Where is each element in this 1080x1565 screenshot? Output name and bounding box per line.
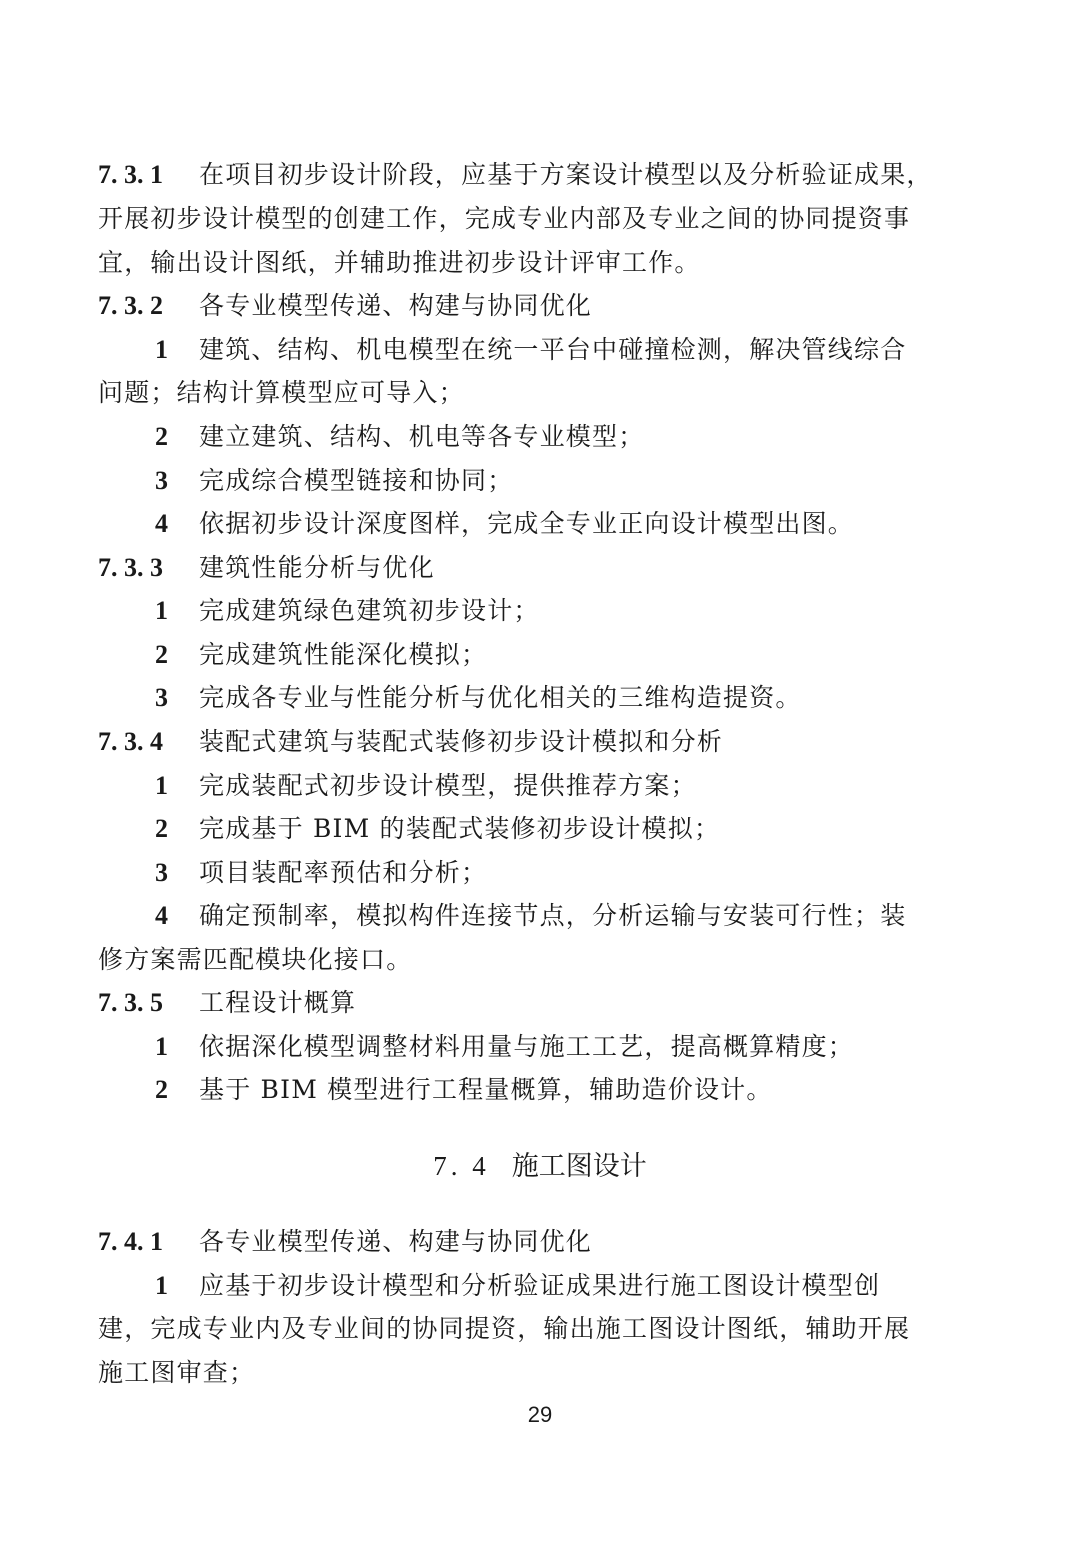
item-text: 建立建筑、结构、机电等各专业模型； — [199, 422, 645, 451]
list-item — [98, 509, 854, 539]
list-item — [98, 683, 802, 713]
item-text: 完成装配式初步设计模型，提供推荐方案； — [199, 771, 697, 800]
continuation-text: 宜，输出设计图纸，并辅助推进初步设计评审工作。 — [98, 248, 701, 277]
item-number: 1 — [155, 1271, 168, 1300]
clause-continuation — [98, 248, 701, 278]
item-number: 1 — [155, 596, 168, 625]
list-item — [98, 1032, 854, 1062]
list-item — [98, 814, 720, 844]
item-text: 完成综合模型链接和协同； — [199, 466, 514, 495]
clause-7-3-1 — [98, 160, 933, 190]
item-text: 基于 BIM 模型进行工程量概算，辅助造价设计。 — [199, 1075, 773, 1104]
continuation-text: 修方案需匹配模块化接口。 — [98, 945, 413, 974]
clause-continuation — [98, 1358, 255, 1388]
item-text: 项目装配率预估和分析； — [199, 858, 488, 887]
clause-number: 7. 3. 1 — [98, 160, 163, 189]
clause-text: 在项目初步设计阶段，应基于方案设计模型以及分析验证成果， — [199, 160, 933, 189]
item-text: 依据深化模型调整材料用量与施工工艺，提高概算精度； — [199, 1032, 855, 1061]
clause-continuation — [98, 204, 910, 234]
clause-7-3-3 — [98, 553, 435, 583]
item-text: 建筑、结构、机电模型在统一平台中碰撞检测，解决管线综合 — [199, 335, 907, 364]
clause-text: 装配式建筑与装配式装修初步设计模拟和分析 — [199, 727, 724, 756]
continuation-text: 开展初步设计模型的创建工作，完成专业内部及专业之间的协同提资事 — [98, 204, 911, 233]
item-text: 完成建筑绿色建筑初步设计； — [199, 596, 540, 625]
list-item — [98, 1075, 773, 1105]
clause-text: 各专业模型传递、构建与协同优化 — [199, 291, 593, 320]
clause-text: 建筑性能分析与优化 — [199, 553, 435, 582]
item-text: 完成基于 BIM 的装配式装修初步设计模拟； — [199, 814, 721, 843]
clause-number: 7. 3. 4 — [98, 727, 163, 756]
clause-7-3-5 — [98, 988, 356, 1018]
clause-7-3-2 — [98, 291, 592, 321]
continuation-text: 施工图审查； — [98, 1358, 256, 1387]
continuation-text: 问题；结构计算模型应可导入； — [98, 378, 465, 407]
item-number: 1 — [155, 1032, 168, 1061]
continuation-text: 建，完成专业内及专业间的协同提资，输出施工图设计图纸，辅助开展 — [98, 1314, 911, 1343]
item-number: 1 — [155, 771, 168, 800]
item-number: 2 — [155, 422, 168, 451]
list-item — [98, 1271, 880, 1301]
clause-number: 7. 3. 3 — [98, 553, 163, 582]
item-number: 2 — [155, 640, 168, 669]
clause-continuation — [98, 945, 412, 975]
clause-7-3-4 — [98, 727, 723, 757]
section-heading-7-4 — [0, 1150, 1080, 1183]
item-text: 依据初步设计深度图样，完成全专业正向设计模型出图。 — [199, 509, 855, 538]
item-number: 1 — [155, 335, 168, 364]
list-item — [98, 422, 644, 452]
item-text: 完成各专业与性能分析与优化相关的三维构造提资。 — [199, 683, 802, 712]
clause-number: 7. 3. 5 — [98, 988, 163, 1017]
list-item — [98, 596, 540, 626]
section-heading-number: 7. 4 — [433, 1151, 490, 1181]
item-number: 2 — [155, 1075, 168, 1104]
list-item — [98, 335, 906, 365]
list-item — [98, 771, 697, 801]
list-item — [98, 466, 513, 496]
item-text: 应基于初步设计模型和分析验证成果进行施工图设计模型创 — [199, 1271, 881, 1300]
list-item — [98, 640, 487, 670]
item-text: 确定预制率，模拟构件连接节点，分析运输与安装可行性；装 — [199, 901, 907, 930]
clause-text: 工程设计概算 — [199, 988, 357, 1017]
list-item — [98, 858, 487, 888]
page-number: 29 — [527, 1402, 553, 1427]
section-heading-title: 施工图设计 — [511, 1151, 647, 1182]
item-text: 完成建筑性能深化模拟； — [199, 640, 488, 669]
list-item — [98, 901, 906, 931]
clause-text: 各专业模型传递、构建与协同优化 — [199, 1227, 593, 1256]
item-number: 3 — [155, 858, 168, 887]
clause-7-4-1 — [98, 1227, 592, 1257]
clause-number: 7. 4. 1 — [98, 1227, 163, 1256]
item-number: 2 — [155, 814, 168, 843]
clause-continuation — [98, 1314, 910, 1344]
item-number: 3 — [155, 683, 168, 712]
item-number: 4 — [155, 901, 168, 930]
item-number: 3 — [155, 466, 168, 495]
clause-number: 7. 3. 2 — [98, 291, 163, 320]
item-number: 4 — [155, 509, 168, 538]
clause-continuation — [98, 378, 465, 408]
